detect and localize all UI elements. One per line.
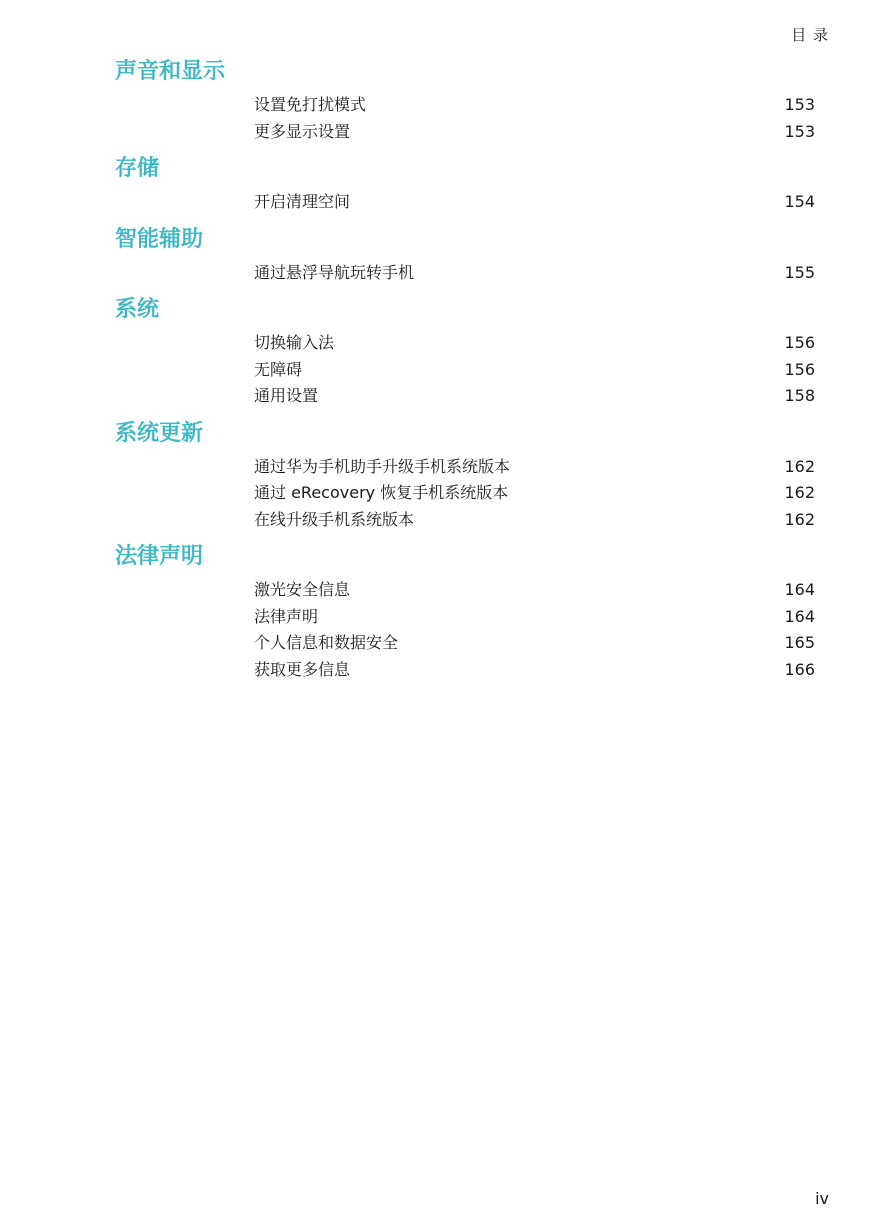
toc-entry-page-number: 162 [784, 509, 815, 529]
toc-entry-title: 更多显示设置 [254, 121, 351, 141]
toc-entry[interactable] [254, 604, 815, 631]
header-label: 目 录 [791, 26, 829, 44]
toc-section [115, 419, 815, 534]
toc-entry[interactable] [254, 260, 815, 287]
toc-entry-page-number: 165 [784, 633, 815, 652]
toc-entry-page-number: 164 [784, 606, 815, 626]
section-title[interactable]: 系统更新 [115, 420, 204, 446]
section-title[interactable]: 系统 [115, 297, 160, 322]
toc-entry[interactable] [254, 119, 815, 146]
toc-entry-page-number: 153 [784, 121, 815, 141]
toc-entry-page-number: 166 [784, 659, 815, 679]
toc-entry-title: 法律声明 [254, 606, 319, 626]
toc-entry-title: 通过悬浮导航玩转手机 [254, 262, 415, 282]
toc-entry[interactable] [254, 507, 815, 534]
toc-entry-title: 个人信息和数据安全 [254, 633, 399, 652]
toc-entry-title: 通过 eRecovery 恢复手机系统版本 [254, 483, 509, 502]
toc-entry-title: 获取更多信息 [254, 659, 351, 679]
toc-entry-page-number: 156 [784, 359, 815, 379]
toc-entry[interactable] [254, 454, 815, 481]
toc-entry[interactable] [254, 480, 815, 507]
section-title[interactable]: 法律声明 [115, 544, 204, 569]
toc-entry-title: 激光安全信息 [254, 580, 351, 599]
toc-section [115, 57, 815, 145]
toc-entry-title: 在线升级手机系统版本 [254, 509, 415, 529]
section-title[interactable]: 智能辅助 [115, 226, 204, 252]
toc-entry-title: 无障碍 [254, 359, 303, 379]
toc-entry-page-number: 162 [784, 483, 815, 502]
toc-entry[interactable] [254, 330, 815, 357]
toc-section [115, 542, 815, 683]
toc-section [115, 154, 815, 216]
toc-entry-title: 通用设置 [254, 386, 319, 405]
table-of-contents [115, 55, 815, 683]
toc-entry[interactable] [254, 92, 815, 119]
toc-entry[interactable] [254, 357, 815, 384]
section-title[interactable]: 声音和显示 [115, 59, 226, 84]
toc-entry-page-number: 164 [784, 580, 815, 599]
toc-section [115, 225, 815, 287]
toc-entry[interactable] [254, 189, 815, 216]
toc-entry-page-number: 156 [784, 333, 815, 352]
page-number: iv [815, 1189, 829, 1208]
toc-entry-title: 通过华为手机助手升级手机系统版本 [254, 456, 511, 476]
toc-entry-page-number: 162 [784, 456, 815, 476]
toc-entry[interactable] [254, 657, 815, 684]
toc-entry[interactable] [254, 383, 815, 410]
toc-entry-page-number: 153 [784, 95, 815, 114]
toc-entry-page-number: 155 [784, 262, 815, 282]
toc-section [115, 295, 815, 410]
toc-entry-title: 切换输入法 [254, 333, 335, 352]
toc-entry-title: 开启清理空间 [254, 192, 351, 211]
toc-entry-page-number: 158 [784, 386, 815, 405]
toc-entry[interactable] [254, 630, 815, 657]
toc-entry-title: 设置免打扰模式 [254, 95, 367, 114]
section-title[interactable]: 存储 [115, 156, 160, 181]
toc-entry-page-number: 154 [784, 192, 815, 211]
toc-entry[interactable] [254, 577, 815, 604]
